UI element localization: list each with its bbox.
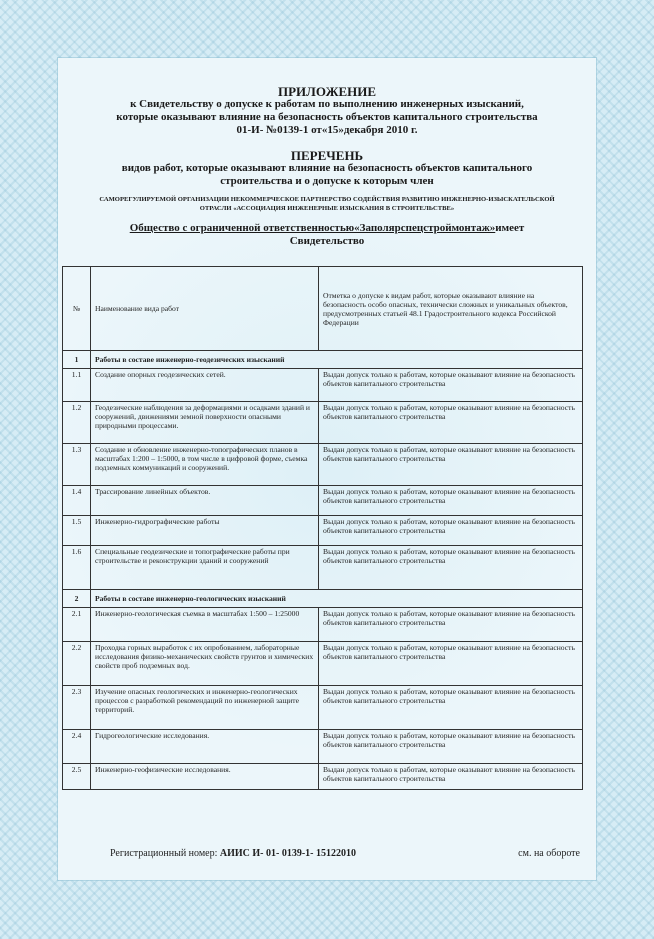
- see-overleaf: см. на обороте: [518, 848, 580, 859]
- section-row: [63, 351, 583, 369]
- member-statement: [58, 222, 596, 248]
- organization-name: САМОРЕГУЛИРУЕМОЙ ОРГАНИЗАЦИИ НЕКОММЕРЧЕСКОЕ ПАРТНЕРСТВО СОДЕЙСТВИЯ РАЗВИТИЮ ИНЖЕНЕРНО-ИЗЫСКАТЕЛЬСКОЙ ОТРАСЛИ «АССОЦИАЦИЯ ИНЖЕНЕРНЫЕ ИЗЫСКАНИЯ В СТРОИТЕЛЬСТВЕ»: [99, 196, 555, 212]
- section-num: 1: [63, 351, 91, 369]
- row-mark: Выдан допуск только к работам, которые оказывают влияние на безопасность объектов капитального строительства: [319, 764, 583, 790]
- row-num: 1.4: [63, 486, 91, 516]
- table-row: [63, 730, 583, 764]
- list-subtitle: [58, 162, 596, 188]
- table-row: [63, 402, 583, 444]
- row-work-name: Изучение опасных геологических и инженерно-геологических процессов с разработкой рекомендаций по инженерной защите территорий.: [91, 686, 319, 730]
- row-work-name: Инженерно-гидрографические работы: [91, 516, 319, 546]
- row-work-name: Создание и обновление инженерно-топографических планов в масштабах 1:200 – 1:5000, в том числе в цифровой форме, съемка подземных коммуникаций и сооружений.: [91, 444, 319, 486]
- registration-number: [110, 848, 356, 859]
- list-subtitle-line-1: видов работ, которые оказывают влияние на безопасность объектов капитального: [121, 162, 533, 174]
- table-row: [63, 486, 583, 516]
- member-suffix: имеет: [495, 222, 525, 234]
- section-row: [63, 590, 583, 608]
- row-work-name: Трассирование линейных объектов.: [91, 486, 319, 516]
- member-line-2: Свидетельство: [289, 235, 365, 247]
- table-row: [63, 764, 583, 790]
- table-row: [63, 546, 583, 590]
- appendix-subtitle-line-2: которые оказывают влияние на безопасность объектов капитального строительства: [116, 111, 538, 123]
- row-num: 1.2: [63, 402, 91, 444]
- row-mark: Выдан допуск только к работам, которые оказывают влияние на безопасность объектов капитального строительства: [319, 486, 583, 516]
- section-num: 2: [63, 590, 91, 608]
- row-num: 1.3: [63, 444, 91, 486]
- table-row: [63, 608, 583, 642]
- row-mark: Выдан допуск только к работам, которые оказывают влияние на безопасность объектов капитального строительства: [319, 730, 583, 764]
- row-num: 2.1: [63, 608, 91, 642]
- row-num: 2.3: [63, 686, 91, 730]
- table-row: [63, 369, 583, 402]
- member-company: Общество с ограниченной ответственностью«Заполярспецстроймонтаж»: [129, 222, 496, 234]
- row-num: 1.5: [63, 516, 91, 546]
- works-table: [62, 266, 583, 790]
- table-row: [63, 516, 583, 546]
- row-num: 1.1: [63, 369, 91, 402]
- row-mark: Выдан допуск только к работам, которые оказывают влияние на безопасность объектов капитального строительства: [319, 642, 583, 686]
- row-work-name: Специальные геодезические и топографические работы при строительстве и реконструкции зданий и сооружений: [91, 546, 319, 590]
- row-mark: Выдан допуск только к работам, которые оказывают влияние на безопасность объектов капитального строительства: [319, 608, 583, 642]
- header-num: №: [63, 267, 91, 351]
- registration-label: Регистрационный номер:: [110, 848, 218, 859]
- row-mark: Выдан допуск только к работам, которые оказывают влияние на безопасность объектов капитального строительства: [319, 402, 583, 444]
- row-num: 2.2: [63, 642, 91, 686]
- header-mark: Отметка о допуске к видам работ, которые оказывают влияние на безопасность особо опасных, технически сложных и уникальных объектов, предусмотренных статьей 48.1 Градостроительного кодекса Российской Федерации: [319, 267, 583, 351]
- row-mark: Выдан допуск только к работам, которые оказывают влияние на безопасность объектов капитального строительства: [319, 444, 583, 486]
- appendix-title: ПРИЛОЖЕНИЕ: [277, 84, 377, 99]
- certificate-number: 01-И- №0139-1 от«15»декабря 2010 г.: [236, 124, 418, 136]
- table-row: [63, 642, 583, 686]
- header-work-name: Наименование вида работ: [91, 267, 319, 351]
- registration-value: АИИС И- 01- 0139-1- 15122010: [219, 848, 356, 859]
- row-work-name: Проходка горных выработок с их опробованием, лабораторные исследования физико-механических свойств грунтов и химических свойств проб подземных вод.: [91, 642, 319, 686]
- appendix-subtitle: [58, 98, 596, 137]
- row-work-name: Создание опорных геодезических сетей.: [91, 369, 319, 402]
- row-mark: Выдан допуск только к работам, которые оказывают влияние на безопасность объектов капитального строительства: [319, 516, 583, 546]
- row-num: 2.5: [63, 764, 91, 790]
- row-work-name: Инженерно-геологическая съемка в масштабах 1:500 – 1:25000: [91, 608, 319, 642]
- row-work-name: Инженерно-геофизические исследования.: [91, 764, 319, 790]
- row-mark: Выдан допуск только к работам, которые оказывают влияние на безопасность объектов капитального строительства: [319, 686, 583, 730]
- list-subtitle-line-2: строительства и о допуске к которым член: [220, 175, 434, 187]
- row-num: 2.4: [63, 730, 91, 764]
- section-name: Работы в составе инженерно-геодезических изысканий: [91, 351, 583, 369]
- row-mark: Выдан допуск только к работам, которые оказывают влияние на безопасность объектов капитального строительства: [319, 369, 583, 402]
- row-num: 1.6: [63, 546, 91, 590]
- member-line-1: [58, 222, 596, 235]
- section-name: Работы в составе инженерно-геологических изысканий: [91, 590, 583, 608]
- row-mark: Выдан допуск только к работам, которые оказывают влияние на безопасность объектов капитального строительства: [319, 546, 583, 590]
- list-title: ПЕРЕЧЕНЬ: [290, 148, 364, 163]
- appendix-subtitle-line-1: к Свидетельству о допуске к работам по выполнению инженерных изысканий,: [130, 98, 524, 110]
- table-header-row: [63, 267, 583, 351]
- row-work-name: Гидрогеологические исследования.: [91, 730, 319, 764]
- table-row: [63, 686, 583, 730]
- table-row: [63, 444, 583, 486]
- row-work-name: Геодезические наблюдения за деформациями и осадками зданий и сооружений, движениями земной поверхности опасными природными процессами.: [91, 402, 319, 444]
